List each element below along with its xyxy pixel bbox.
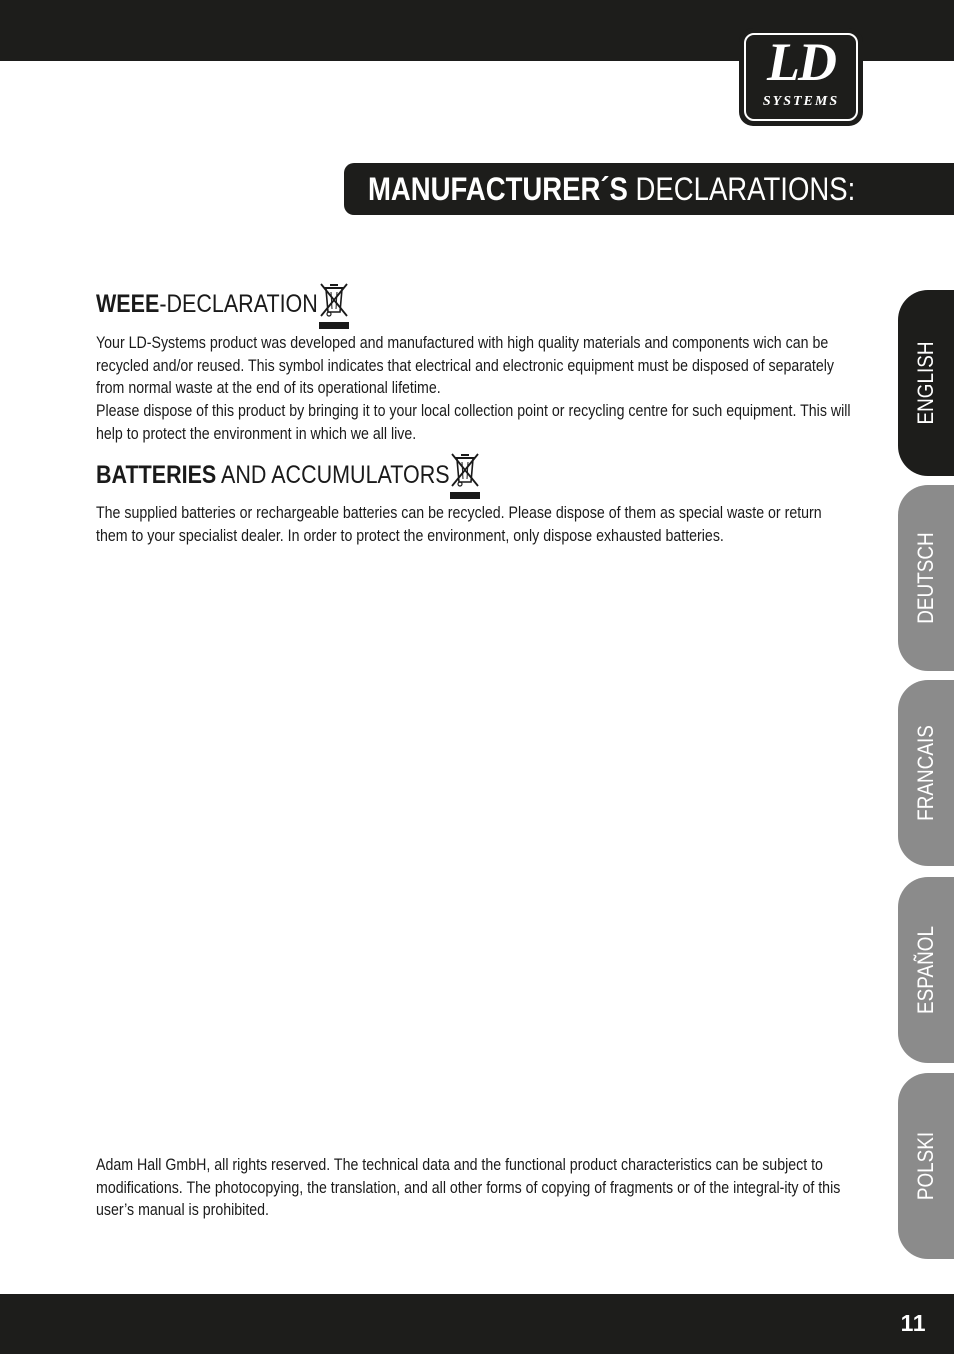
batteries-heading-rest: AND ACCUMULATORS bbox=[216, 461, 450, 489]
batteries-heading bbox=[96, 460, 450, 490]
title-bar bbox=[344, 163, 954, 215]
tab-english-label: ENGLISH bbox=[913, 341, 938, 425]
copyright-note: Adam Hall GmbH, all rights reserved. The technical data and the functional product characteristics can be subject to modifications. The photocopying, the translation, and all other forms of copying of fragments or of the integral-ity of this user’s manual is prohibited. bbox=[96, 1156, 841, 1219]
tab-espanol[interactable] bbox=[898, 877, 954, 1063]
tab-espanol-label: ESPAÑOL bbox=[913, 926, 938, 1014]
tab-francais-label: FRANCAIS bbox=[913, 725, 938, 821]
logo-main-text: LD bbox=[767, 32, 835, 92]
weee-paragraph-1: Your LD-Systems product was developed and manufactured with high quality materials and components wich can be recycled and/or reused. This symbol indicates that electrical and electronic equipment must be disposed of separately from normal waste at the end of its operational lifetime. bbox=[96, 334, 835, 397]
crossed-out-bin-icon bbox=[448, 451, 482, 501]
batteries-heading-bold: BATTERIES bbox=[96, 461, 217, 489]
logo-sub-text: SYSTEMS bbox=[762, 94, 840, 109]
crossed-out-bin-icon bbox=[317, 281, 351, 331]
tab-deutsch-label: DEUTSCH bbox=[913, 532, 938, 624]
weee-paragraph-2: Please dispose of this product by bringing it to your local collection point or recycling centre for such equipment. This will help to protect the environment in which we all live. bbox=[96, 402, 851, 443]
tab-polski-label: POLSKI bbox=[913, 1131, 938, 1201]
weee-heading bbox=[96, 289, 318, 319]
page-title-bold: MANUFACTURER´S bbox=[368, 171, 628, 207]
tab-deutsch[interactable] bbox=[898, 485, 954, 671]
bottom-bar bbox=[0, 1294, 954, 1354]
batteries-paragraph: The supplied batteries or rechargeable batteries can be recycled. Please dispose of them as special waste or return them to your specialist dealer. In order to protect the environment, only dispose exhausted batteries. bbox=[96, 504, 822, 545]
tab-francais[interactable] bbox=[898, 680, 954, 866]
page-number: 11 bbox=[900, 1310, 926, 1336]
weee-heading-rest: -DECLARATION bbox=[159, 290, 318, 318]
ld-systems-logo bbox=[739, 28, 863, 126]
weee-heading-bold: WEEE bbox=[96, 290, 160, 318]
tab-polski[interactable] bbox=[898, 1073, 954, 1259]
page-title bbox=[368, 171, 855, 207]
page-title-rest: DECLARATIONS: bbox=[627, 171, 856, 207]
tab-english[interactable] bbox=[898, 290, 954, 476]
